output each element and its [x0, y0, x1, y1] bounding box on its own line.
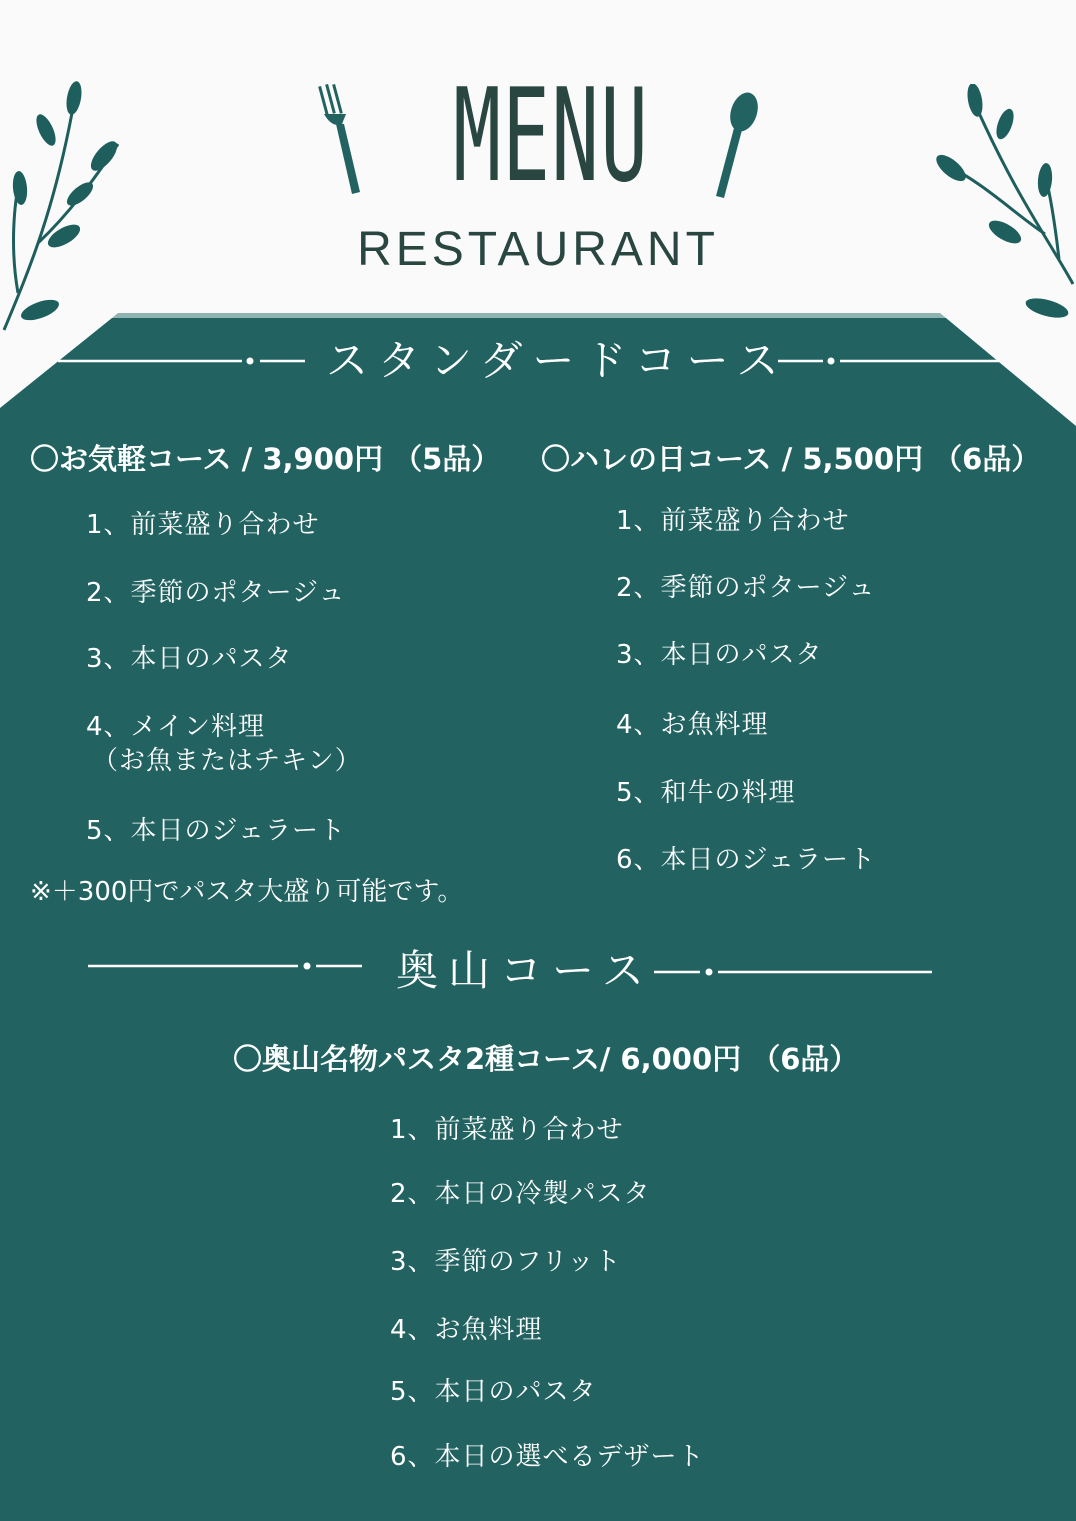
- leaf-branch-right-icon: [935, 84, 1076, 324]
- menu-title: MENU: [453, 62, 650, 211]
- course-item: 3、本日のパスタ: [616, 640, 823, 670]
- fork-icon: [318, 84, 364, 196]
- course-item: 2、本日の冷製パスタ: [390, 1179, 651, 1209]
- pasta-upsize-note: ※＋300円でパスタ大盛り可能です。: [30, 877, 464, 907]
- course-item: 4、お魚料理: [390, 1315, 543, 1345]
- course-heading-hare: 〇ハレの日コース / 5,500円 （6品）: [541, 442, 1041, 476]
- course-item: 4、メイン料理: [86, 712, 266, 742]
- course-item: 2、季節のポタージュ: [616, 573, 876, 603]
- course-item: 2、季節のポタージュ: [86, 578, 346, 608]
- section-title-okuyama: 奥山コース: [396, 946, 654, 995]
- restaurant-subtitle: RESTAURANT: [357, 223, 719, 276]
- course-item: 5、本日のパスタ: [390, 1377, 597, 1407]
- course-item: 5、和牛の料理: [616, 778, 796, 808]
- course-item: 1、前菜盛り合わせ: [86, 510, 320, 540]
- leaf-branch-left-icon: [0, 78, 130, 338]
- course-item: 6、本日の選べるデザート: [390, 1442, 705, 1472]
- section-title-standard: スタンダードコース: [326, 336, 789, 385]
- course-heading-okigaru: 〇お気軽コース / 3,900円 （5品）: [30, 442, 501, 476]
- course-item-note: （お魚またはチキン）: [92, 746, 362, 776]
- course-item: 1、前菜盛り合わせ: [616, 506, 850, 536]
- course-heading-okuyama: 〇奥山名物パスタ2種コース/ 6,000円 （6品）: [233, 1042, 859, 1076]
- course-item: 6、本日のジェラート: [616, 845, 877, 875]
- course-item: 3、本日のパスタ: [86, 644, 293, 674]
- course-item: 4、お魚料理: [616, 710, 769, 740]
- course-item: 1、前菜盛り合わせ: [390, 1115, 624, 1145]
- spoon-icon: [710, 90, 762, 200]
- course-item: 3、季節のフリット: [390, 1247, 622, 1277]
- course-item: 5、本日のジェラート: [86, 816, 347, 846]
